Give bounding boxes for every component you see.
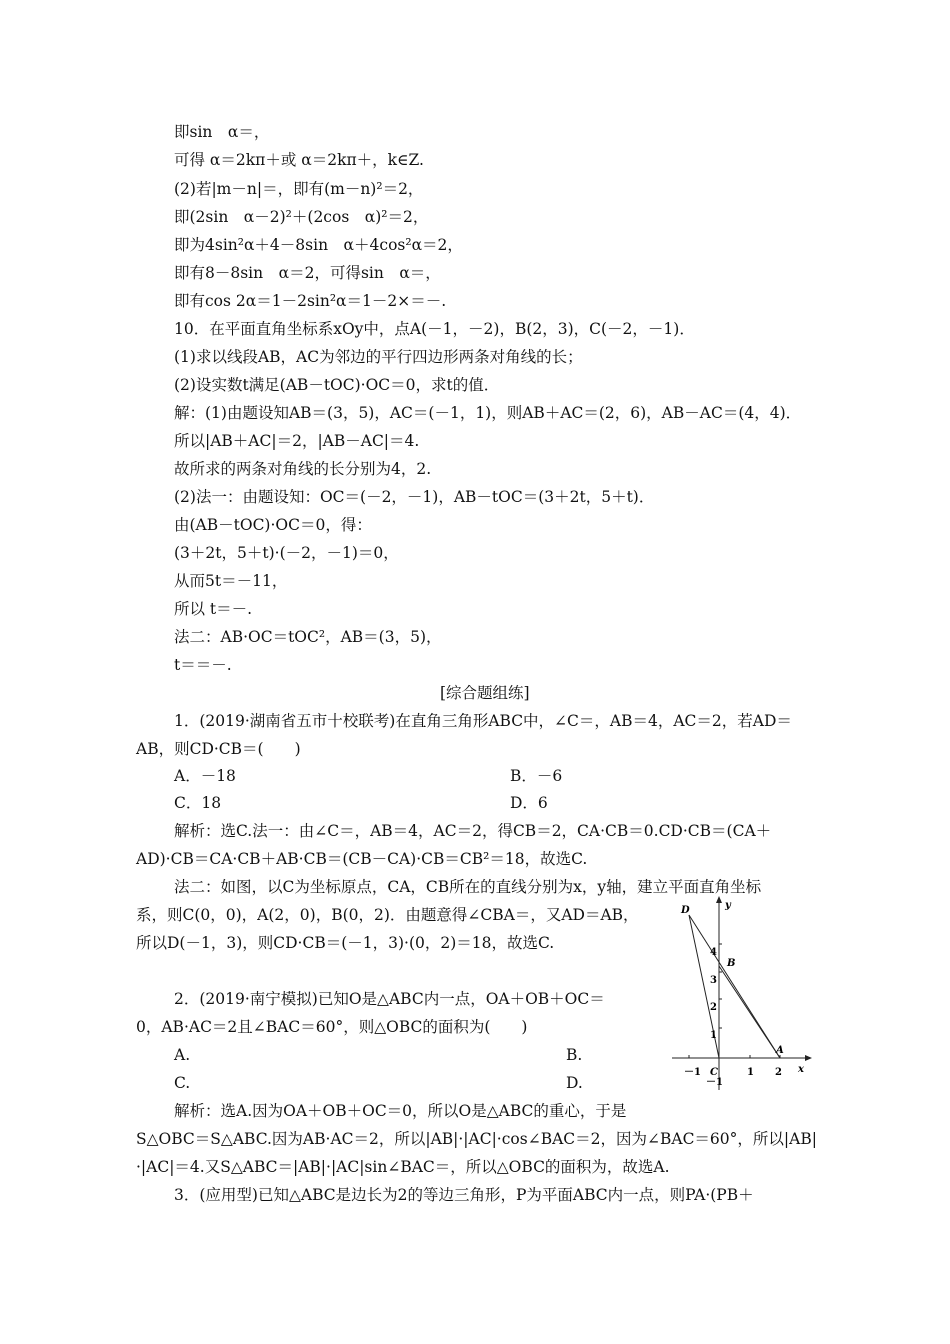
tick-label-x-1: 1 [747, 1067, 754, 1078]
text-line: 即sin α＝， [174, 123, 270, 141]
text-line: 由(AB－tOC)·OC＝0，得： [174, 516, 372, 534]
tick-label-y-neg1: －1 [706, 1077, 723, 1088]
text-line: B. [566, 1046, 583, 1064]
axis-label-y: y [725, 900, 731, 911]
text-line: 法二：AB·OC＝tOC²，AB＝(3，5)， [174, 628, 442, 646]
text-line: A．－18 [174, 767, 236, 785]
text-line: 解析：选C.法一：由∠C＝，AB＝4，AC＝2，得CB＝2，CA·CB＝0.CD·CB＝(CA＋ [174, 822, 772, 840]
point-label-B: B [727, 958, 736, 969]
text-line: 解析：选A.因为OA＋OB＋OC＝0，所以O是△ABC的重心，于是 [174, 1102, 627, 1120]
coordinate-figure [672, 895, 812, 1090]
section-heading: [综合题组练] [440, 684, 530, 702]
tick-label-y-1: 1 [710, 1030, 717, 1041]
text-line: 所以D(－1，3)，则CD·CB＝(－1，3)·(0，2)＝18，故选C. [136, 934, 555, 952]
point-label-D: D [681, 905, 690, 916]
text-line: 即有8－8sin α＝2，可得sin α＝， [174, 264, 441, 282]
tick-label-x-neg1: －1 [684, 1067, 701, 1078]
text-line: (3＋2t，5＋t)·(－2，－1)＝0， [174, 544, 399, 562]
segment-BA [719, 966, 780, 1058]
text-line: B．－6 [510, 767, 563, 785]
text-line: (2)设实数t满足(AB－tOC)·OC＝0，求t的值． [174, 376, 500, 394]
y-axis-arrow-icon [716, 896, 722, 903]
text-line: 故所求的两条对角线的长分别为4，2. [174, 460, 432, 478]
text-line: 2．(2019·南宁模拟)已知O是△ABC内一点，OA＋OB＋OC＝ [174, 990, 605, 1008]
text-line: 1．(2019·湖南省五市十校联考)在直角三角形ABC中，∠C＝，AB＝4，AC＝2，若AD＝ [174, 712, 792, 730]
text-line: 法二：如图，以C为坐标原点，CA，CB所在的直线分别为x，y轴，建立平面直角坐标 [174, 878, 762, 896]
tick-label-y-3: 3 [710, 975, 717, 986]
text-line: t＝＝－. [174, 656, 232, 674]
axis-label-x: x [798, 1064, 804, 1075]
text-line: D．6 [510, 794, 548, 812]
text-line: (2)若|m－n|＝，即有(m－n)²＝2， [174, 180, 424, 198]
text-line: AD)·CB＝CA·CB＋AB·CB＝(CB－CA)·CB＝CB²＝18，故选C. [136, 850, 588, 868]
text-line: 可得 α＝2kπ＋或 α＝2kπ＋，k∈Z. [174, 151, 424, 169]
point-label-C: C [710, 1067, 718, 1078]
tick-label-y-4: 4 [710, 947, 717, 958]
text-line: 即为4sin²α＋4－8sin α＋4cos²α＝2， [174, 236, 463, 254]
text-line: S△OBC＝S△ABC.因为AB·AC＝2，所以|AB|·|AC|·cos∠BAC＝2，因为∠BAC＝60°，所以|AB| [136, 1130, 817, 1148]
point-label-A: A [776, 1045, 784, 1056]
x-axis-arrow-icon [805, 1055, 812, 1061]
text-line: 解：(1)由题设知AB＝(3，5)，AC＝(－1，1)，则AB＋AC＝(2，6)，AB－AC＝(4，4)． [174, 404, 802, 422]
text-line: (1)求以线段AB，AC为邻边的平行四边形两条对角线的长； [174, 348, 583, 366]
text-line: C. [174, 1074, 191, 1092]
text-line: (2)法一：由题设知：OC＝(－2，－1)，AB－tOC＝(3＋2t，5＋t)． [174, 488, 655, 506]
tick-label-y-2: 2 [710, 1002, 717, 1013]
text-line: 即(2sin α－2)²＋(2cos α)²＝2， [174, 208, 429, 226]
text-line: 10．在平面直角坐标系xOy中，点A(－1，－2)，B(2，3)，C(－2，－1)． [174, 320, 695, 338]
text-line: 3．(应用型)已知△ABC是边长为2的等边三角形，P为平面ABC内一点，则PA·(PB＋ [174, 1186, 754, 1204]
text-line: 即有cos 2α＝1－2sin²α＝1－2×＝－. [174, 292, 447, 310]
text-line: 所以|AB＋AC|＝2，|AB－AC|＝4. [174, 432, 420, 450]
text-line: C．18 [174, 794, 222, 812]
text-line: 0，AB·AC＝2且∠BAC＝60°，则△OBC的面积为( ) [136, 1018, 528, 1036]
text-line: 系，则C(0，0)，A(2，0)，B(0，2)．由题意得∠CBA＝，又AD＝AB， [136, 906, 639, 924]
text-line: A. [174, 1046, 191, 1064]
text-line: AB，则CD·CB＝( ) [136, 740, 301, 758]
text-line: 所以 t＝－. [174, 600, 253, 618]
text-line: 从而5t＝－11， [174, 572, 288, 590]
text-line: D. [566, 1074, 583, 1092]
text-line: ·|AC|＝4.又S△ABC＝|AB|·|AC|sin∠BAC＝，所以△OBC的面积为，故选A. [136, 1158, 670, 1176]
tick-label-x-2: 2 [775, 1067, 782, 1078]
